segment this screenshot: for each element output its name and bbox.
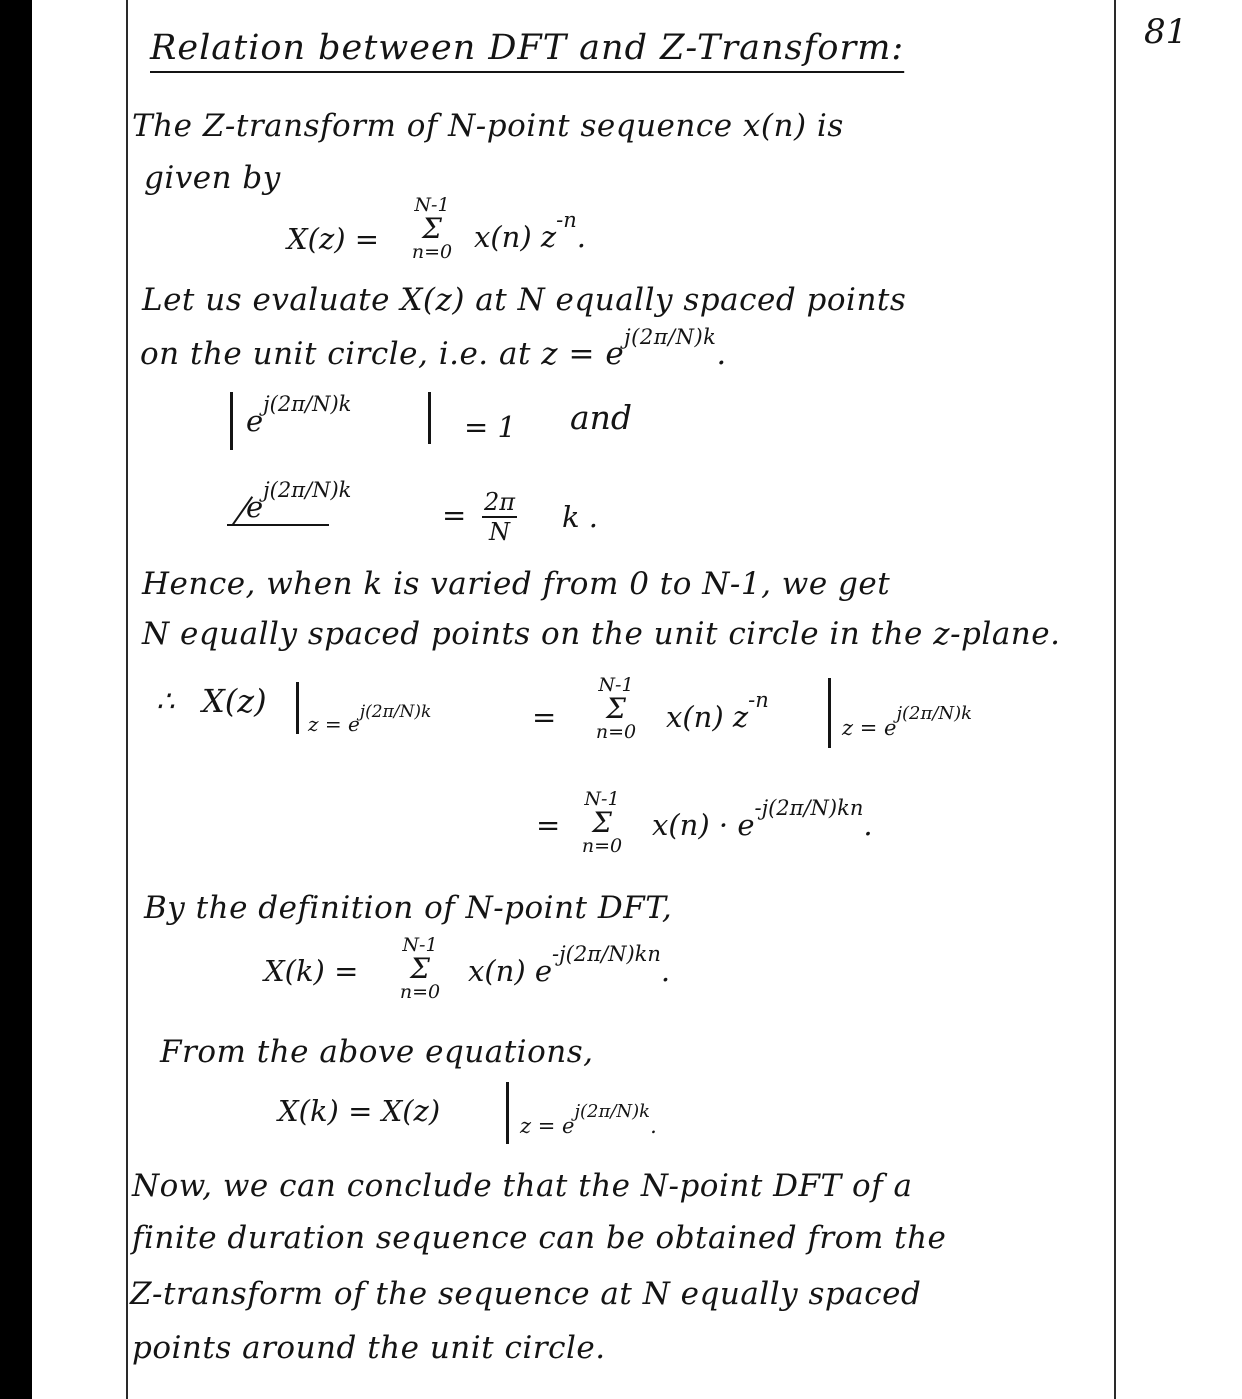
left-margin-line: [126, 0, 128, 1399]
eq1-lhs: X(z) =: [287, 222, 380, 256]
eq1-body: [474, 208, 587, 254]
hence-line-1: Hence, when k is varied from 0 to N-1, we get: [142, 566, 891, 602]
eq4-exp: -j(2π/N)kn: [552, 942, 661, 966]
eq5-sub-exp: j(2π/N)k: [574, 1101, 651, 1122]
angle-fraction: [482, 488, 517, 546]
eq3-body: [652, 796, 873, 842]
eq3-sum-upper: N-1: [584, 788, 620, 810]
eq2-therefore: ∴: [156, 684, 175, 718]
conclusion-line-1: Now, we can conclude that the N-point DFT of a: [132, 1168, 913, 1204]
eq3-sum-lower: n=0: [581, 835, 623, 857]
eq5-sub-text: z = e: [520, 1114, 575, 1138]
eq3-sum-symbol: Σ: [592, 806, 612, 839]
eq4-end: .: [660, 954, 671, 988]
intro-line-2: given by: [144, 160, 281, 196]
eq5-lhs: X(k) = X(z): [278, 1094, 441, 1128]
eq2-eval-bar-right: [828, 678, 831, 748]
eq2-body-exp: -n: [748, 688, 769, 712]
angle-base: e: [246, 490, 264, 524]
eq2-rhs-sub-exp: j(2π/N)k: [896, 703, 973, 724]
eq5-end: .: [650, 1114, 657, 1138]
conclusion-line-2: finite duration sequence can be obtained from the: [132, 1220, 947, 1256]
eq1-body-text: x(n) z: [474, 220, 557, 254]
evaluate-line-2-end: .: [716, 336, 727, 372]
eq2-lhs-sub-text: z = e: [308, 712, 360, 736]
eq2-rhs-sub-text: z = e: [842, 716, 897, 740]
eq4-sum-lower: n=0: [399, 981, 441, 1003]
magnitude-base: e: [246, 404, 264, 438]
eq4-body-text: x(n) e: [468, 954, 553, 988]
eq2-body-text: x(n) z: [666, 700, 749, 734]
eq1-exponent: -n: [556, 208, 577, 232]
angle-symbol-base: [227, 524, 329, 526]
evaluate-line-2: [140, 325, 727, 372]
eq4-body: [468, 942, 671, 988]
magnitude-bar-left: [230, 392, 233, 450]
angle-tail: k .: [562, 500, 599, 534]
eq2-sum-upper: N-1: [598, 674, 634, 696]
angle-exp: j(2π/N)k: [263, 478, 352, 502]
eq3-exp: -j(2π/N)kn: [754, 796, 864, 820]
magnitude-rhs: = 1: [464, 410, 516, 444]
eq2-summation: [584, 676, 648, 742]
page-title: Relation between DFT and Z-Transform:: [150, 28, 905, 68]
conclusion-line-3: Z-transform of the sequence at N equally spaced: [130, 1276, 922, 1312]
eq2-lhs-sub-exp: j(2π/N)k: [359, 702, 432, 722]
evaluate-line-1: Let us evaluate X(z) at N equally spaced points: [142, 282, 907, 318]
evaluate-line-2-text: on the unit circle, i.e. at z = e: [140, 336, 625, 372]
eq2-rhs-sub: [842, 703, 973, 740]
from-line: From the above equations,: [160, 1034, 594, 1070]
eq4-summation: [390, 936, 450, 1002]
magnitude-and: and: [570, 398, 633, 437]
angle-frac-num: 2π: [484, 488, 516, 516]
notebook-page: [32, 0, 1242, 1399]
eq1-sum-upper: N-1: [414, 194, 450, 216]
angle-frac-den: N: [489, 518, 511, 546]
magnitude-bar-right: [428, 392, 431, 444]
hence-line-2: N equally spaced points on the unit circle in the z-plane.: [142, 616, 1061, 652]
eq5-sub: [520, 1101, 657, 1138]
eq5-eval-bar: [506, 1082, 509, 1144]
eq1-end: .: [576, 220, 587, 254]
page-number: 81: [1144, 12, 1188, 52]
eq4-lhs: X(k) =: [264, 954, 359, 988]
conclusion-line-4: points around the unit circle.: [132, 1330, 606, 1366]
definition-line: By the definition of N-point DFT,: [144, 890, 673, 926]
magnitude-exp: j(2π/N)k: [263, 392, 352, 416]
eq2-eq: =: [532, 700, 557, 734]
eq1-sum-lower: n=0: [411, 241, 453, 263]
eq2-lhs: X(z): [202, 682, 267, 720]
eq3-end: .: [863, 808, 873, 842]
eq4-sum-symbol: Σ: [410, 952, 430, 985]
eq2-sum-symbol: Σ: [606, 692, 626, 725]
eq2-eval-bar-left: [296, 682, 299, 734]
eq1-sum-symbol: Σ: [422, 212, 442, 245]
angle-eq: =: [442, 498, 467, 532]
eq3-body-text: x(n) · e: [652, 808, 755, 842]
intro-line-1: The Z-transform of N-point sequence x(n) is: [132, 108, 844, 144]
right-margin-line: [1114, 0, 1116, 1399]
eq2-sum-lower: n=0: [595, 721, 637, 743]
evaluate-line-2-exp: j(2π/N)k: [624, 325, 717, 349]
eq3-summation: [570, 790, 634, 856]
eq3-eq: =: [536, 808, 561, 842]
eq2-body: [666, 688, 769, 734]
eq1-summation: [402, 196, 462, 262]
eq4-sum-upper: N-1: [402, 934, 438, 956]
